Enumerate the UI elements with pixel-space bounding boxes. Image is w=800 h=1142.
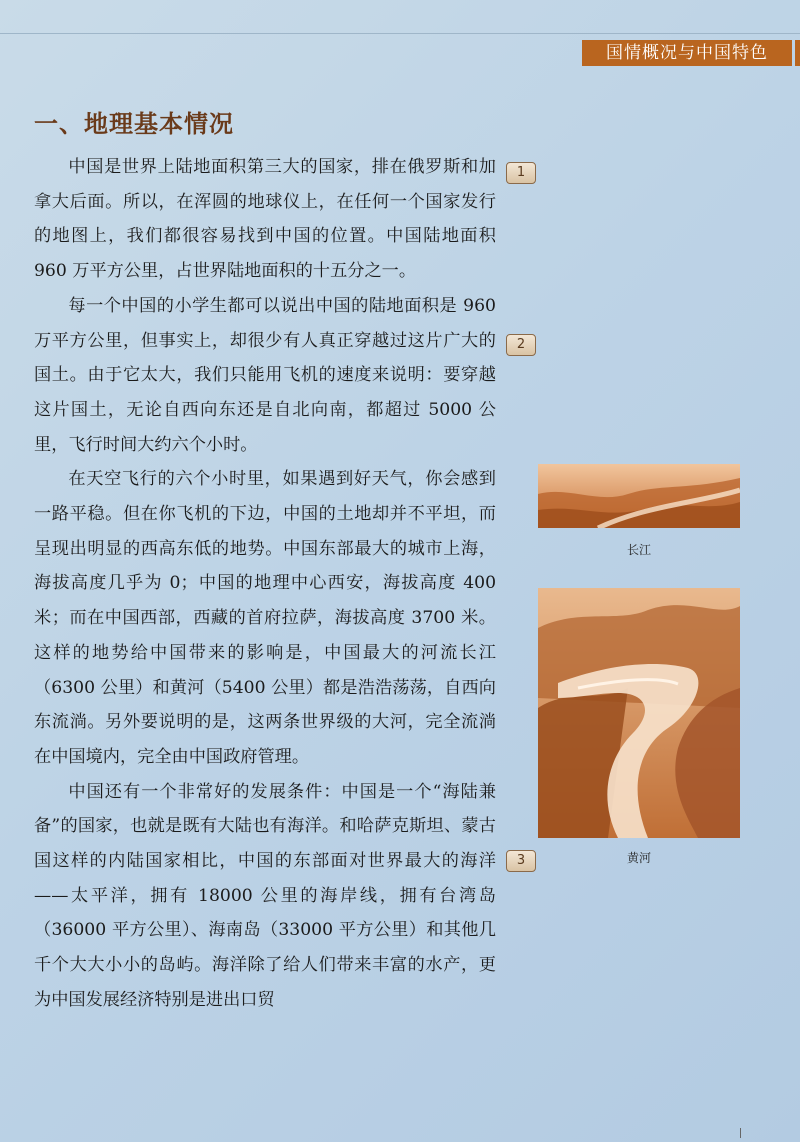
margin-marker-1: 1: [506, 162, 536, 184]
yangtze-caption: 长江: [626, 543, 651, 557]
yellow-river-photo: [538, 588, 740, 838]
chapter-header: 国情概况与中国特色: [582, 40, 792, 66]
yellow-river-caption: 黄河: [626, 851, 651, 865]
margin-marker-2: 2: [506, 334, 536, 356]
body-text: [34, 150, 496, 1018]
paragraph-3: 在天空飞行的六个小时里，如果遇到好天气，你会感到一路平稳。但在你飞机的下边，中国的土地却并不平坦，而呈现出明显的西高东低的地势。中国东部最大的城市上海，海拔高度几乎为 0；中国的地理中心西安，海拔高度 400 米；而在中国西部，西藏的首府拉萨，海拔高度 3700 米。这样的地势给中国带来的影响是，中国最大的河流长江（6300 公里）和黄河（5400 公里）都是浩浩荡荡，自西向东流淌。另外要说明的是，这两条世界级的大河，完全流淌在中国境内，完全由中国政府管理。: [34, 469, 496, 767]
paragraph-2: 每一个中国的小学生都可以说出中国的陆地面积是 960 万平方公里，但事实上，却很少有人真正穿越过这片广大的国土。由于它太大，我们只能用飞机的速度来说明：要穿越这片国土，无论自西向东还是自北向南，都超过 5000 公里，飞行时间大约六个小时。: [34, 295, 496, 455]
header-tab-edge: [795, 40, 800, 66]
top-rule: [0, 33, 800, 34]
page-corner-mark: [740, 1128, 741, 1138]
paragraph-1: 中国是世界上陆地面积第三大的国家，排在俄罗斯和加拿大后面。所以，在浑圆的地球仪上，在任何一个国家发行的地图上，我们都很容易找到中国的位置。中国陆地面积 960 万平方公里，占世界陆地面积的十五分之一。: [34, 157, 496, 282]
section-title: 一、地理基本情况: [34, 110, 234, 138]
margin-marker-3: 3: [506, 850, 536, 872]
yangtze-river-photo: [538, 464, 740, 528]
paragraph-4: 中国还有一个非常好的发展条件：中国是一个“海陆兼备”的国家，也就是既有大陆也有海洋。和哈萨克斯坦、蒙古国这样的内陆国家相比，中国的东部面对世界最大的海洋——太平洋，拥有 18000 公里的海岸线，拥有台湾岛（36000 平方公里）、海南岛（33000 平方公里）和其他几千个大大小小的岛屿。海洋除了给人们带来丰富的水产，更为中国发展经济特别是进出口贸: [34, 781, 496, 1010]
